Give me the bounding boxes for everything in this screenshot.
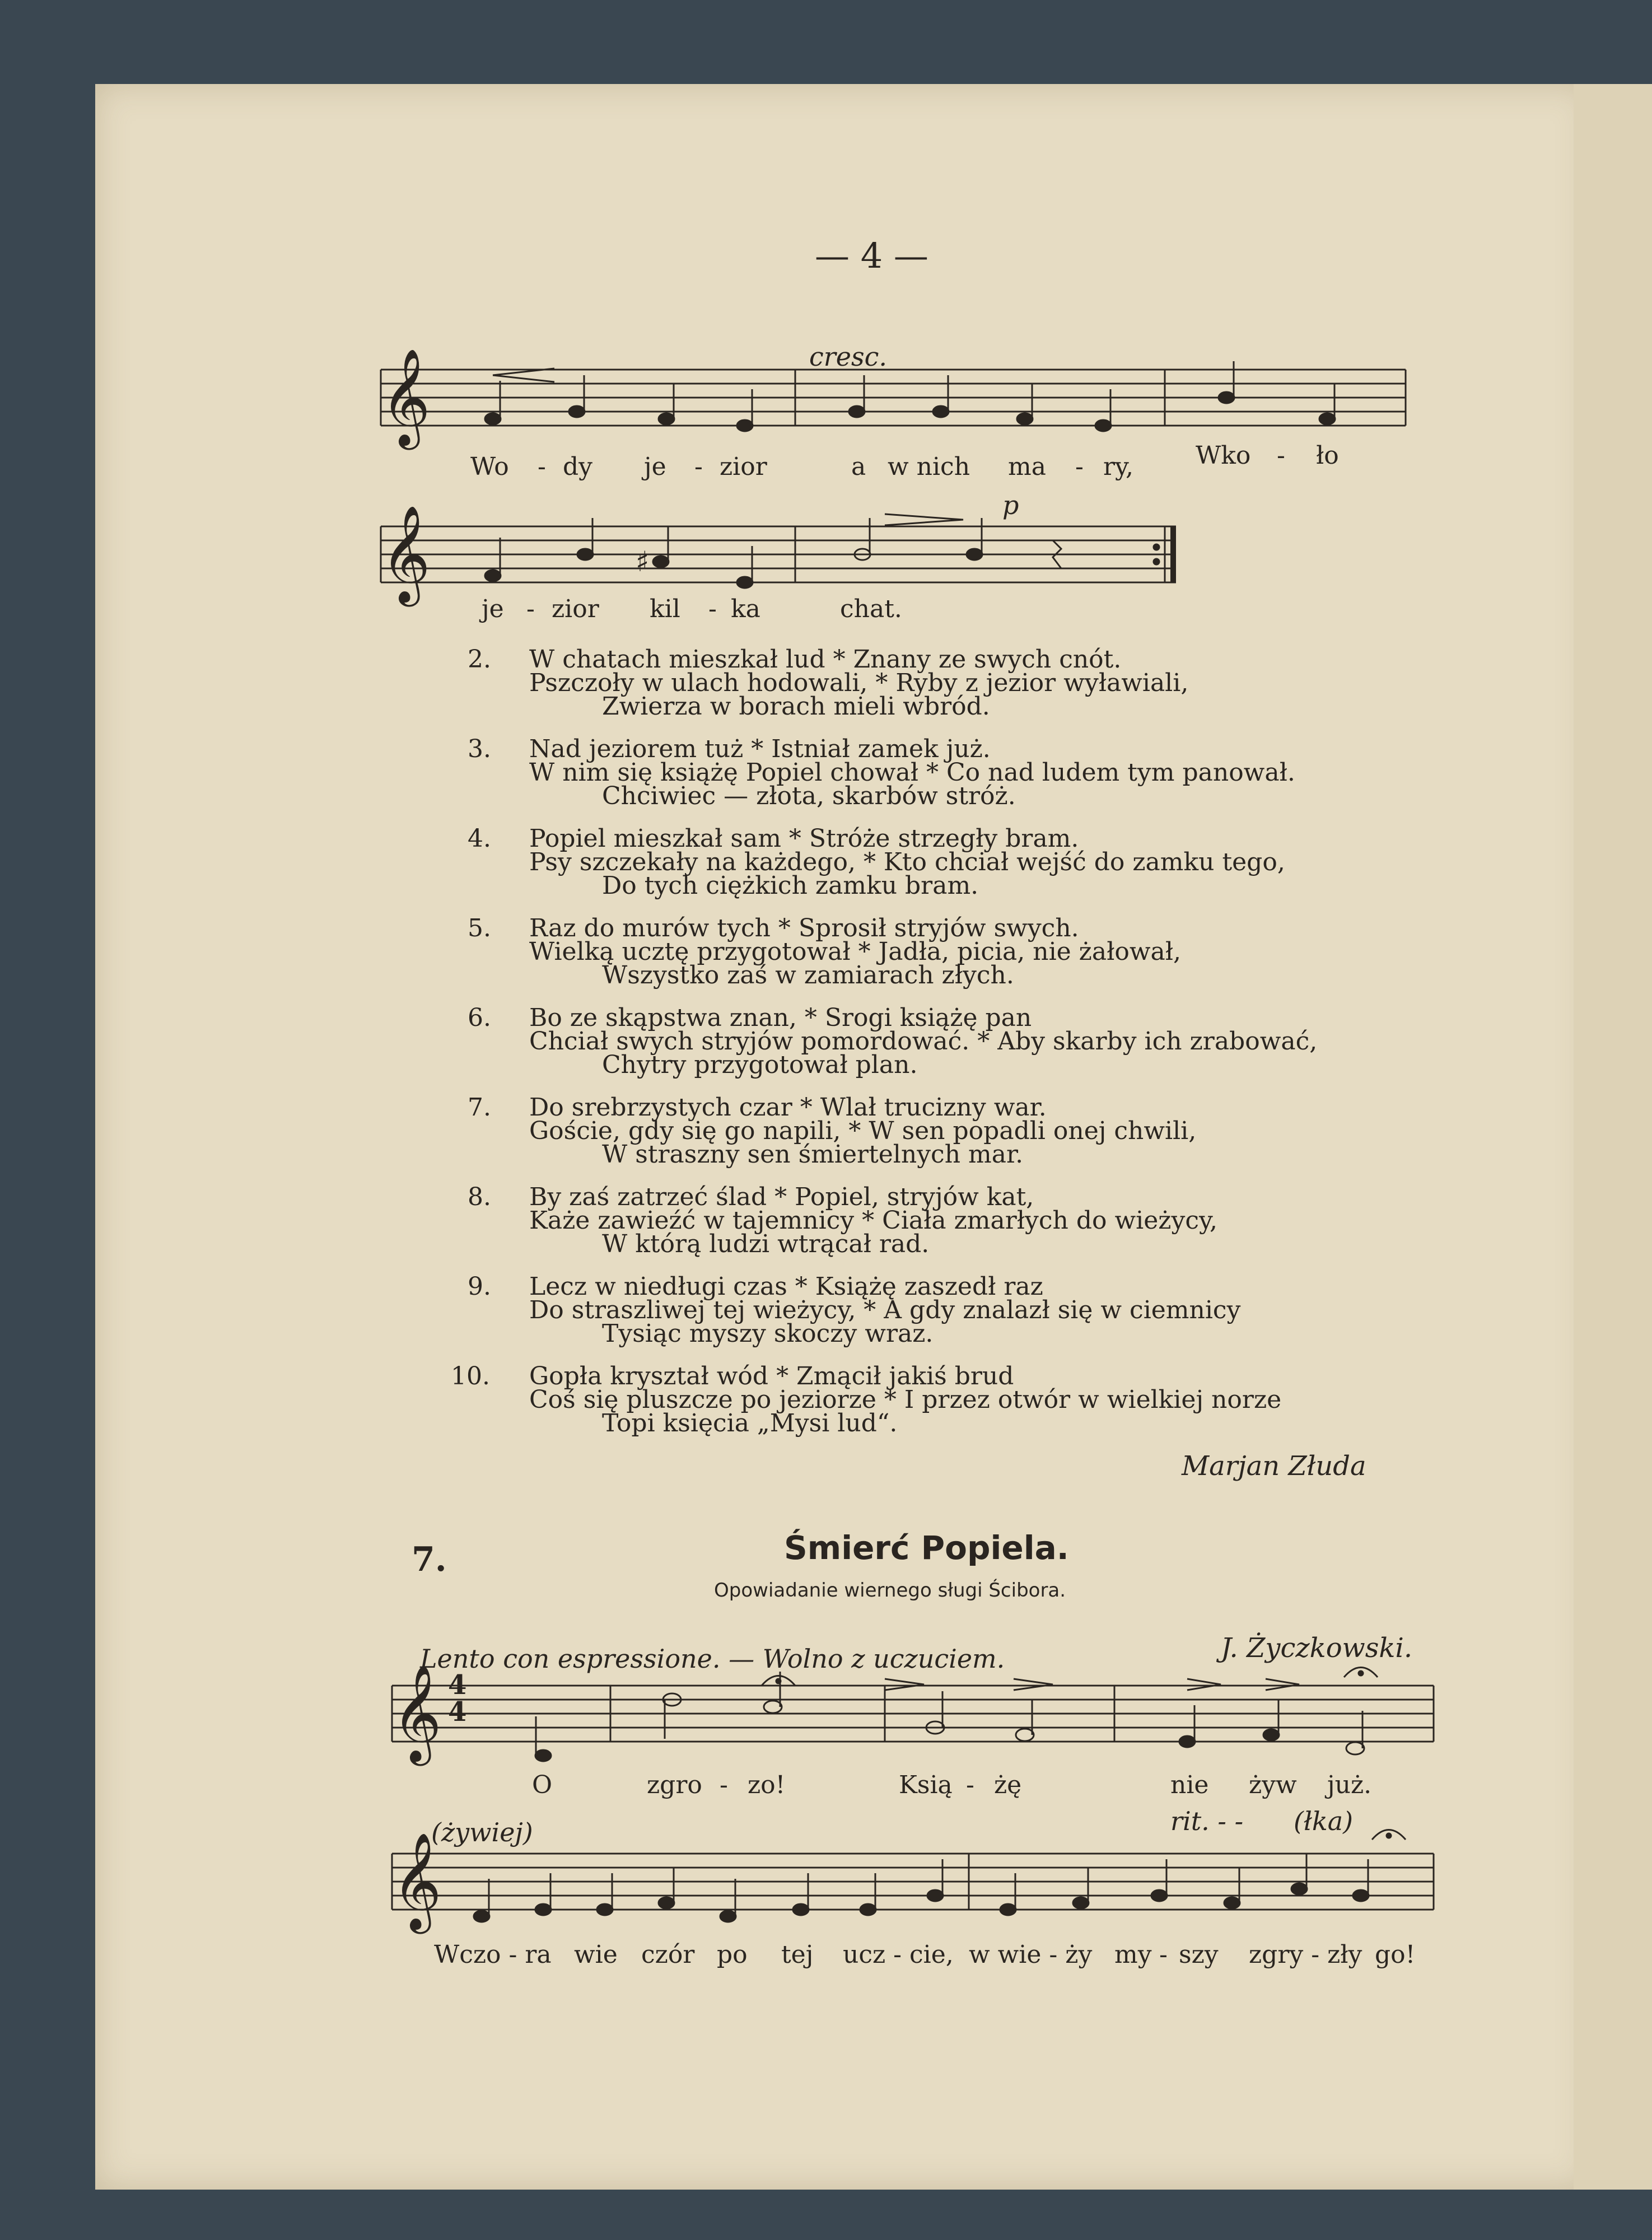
notes — [485, 361, 1335, 431]
verse-line: Do straszliwej tej wieżycy, * A gdy znalazł się w ciemnicy — [529, 1296, 1241, 1324]
verse-line: Tysiąc myszy skoczy wraz. — [602, 1319, 934, 1348]
verse-number: 10. — [451, 1362, 490, 1390]
song7-composer: J. Życzkowski. — [1221, 1632, 1413, 1664]
song7-subtitle: Opowiadanie wiernego sługi Ścibora. — [714, 1579, 1066, 1602]
verse-line: By zaś zatrzeć ślad * Popiel, stryjów kat, — [529, 1183, 1034, 1211]
verse-line: W którą ludzi wtrącał rad. — [602, 1230, 930, 1258]
svg-text:♯: ♯ — [636, 545, 650, 578]
verse-number: 2. — [468, 645, 491, 674]
verse-line: Popiel mieszkał sam * Stróże strzegły bram. — [529, 824, 1079, 853]
song7-title: Śmierć Popiela. — [784, 1529, 1069, 1567]
verse-line: Wielką ucztę przygotował * Jadła, picia, nie żałował, — [529, 937, 1182, 966]
song7-number: 7. — [412, 1540, 447, 1579]
svg-text:𝄞: 𝄞 — [392, 1664, 442, 1762]
rit-mark: rit. - - — [1170, 1806, 1244, 1836]
verse-number: 5. — [468, 914, 491, 942]
verse-number: 3. — [468, 735, 491, 763]
next-page-edge — [1574, 84, 1652, 2190]
verse-line: Do srebrzystych czar * Wlał trucizny war. — [529, 1093, 1047, 1122]
verse-line: Każe zawieźć w tajemnicy * Ciała zmarłych do wieżycy, — [529, 1206, 1217, 1235]
time-signature: 4 4 — [448, 1669, 467, 1728]
rit-end-mark: (łka) — [1294, 1806, 1354, 1836]
verse-line: Wszystko zaś w zamiarach złych. — [602, 961, 1014, 990]
verse-line: Chytry przygotował plan. — [602, 1051, 918, 1079]
verse-line: Gopła kryształ wód * Zmącił jakiś brud — [529, 1362, 1014, 1390]
svg-text:𝄞: 𝄞 — [381, 348, 431, 446]
song7-tempo: Lento con espressione. — Wolno z uczuciem. — [420, 1644, 1005, 1674]
crescendo-mark: cresc. — [809, 342, 887, 372]
song7-staff-1 — [392, 1664, 1445, 1786]
verse-number: 4. — [468, 824, 491, 853]
piano-mark: p — [1002, 490, 1019, 520]
verse-line: Coś się pluszcze po jeziorze * I przez otwór w wielkiej norze — [529, 1385, 1282, 1414]
verse-line: Chciwiec — złota, skarbów stróż. — [602, 782, 1016, 810]
verse-line: Pszczoły w ulach hodowali, * Ryby z jezior wyławiali, — [529, 669, 1189, 697]
verse-line: Psy szczekały na każdego, * Kto chciał wejść do zamku tego, — [529, 848, 1285, 876]
song6-author: Marjan Złuda — [1182, 1450, 1366, 1482]
verse-line: W straszny sen śmiertelnych mar. — [602, 1140, 1024, 1169]
verse-number: 6. — [468, 1004, 491, 1032]
verse-line: Goście, gdy się go napili, * W sen popadli onej chwili, — [529, 1117, 1197, 1145]
svg-text:𝄞: 𝄞 — [392, 1832, 442, 1930]
verse-line: W nim się książę Popiel chował * Co nad ludem tym panował. — [529, 758, 1295, 787]
verse-line: Zwierza w borach mieli wbród. — [602, 692, 990, 721]
verse-line: Bo ze skąpstwa znan, * Srogi książę pan — [529, 1004, 1032, 1032]
verse-number: 8. — [468, 1183, 491, 1211]
verse-line: Chciał swych stryjów pomordować. * Aby skarby ich zrabować, — [529, 1027, 1318, 1056]
zywiej-mark: (żywiej) — [431, 1817, 533, 1847]
verse-number: 7. — [468, 1093, 491, 1122]
page-number: — 4 — — [815, 235, 928, 276]
verse-line: Raz do murów tych * Sprosił stryjów swych. — [529, 914, 1079, 942]
verse-line: Nad jeziorem tuż * Istniał zamek już. — [529, 735, 991, 763]
verse-number: 9. — [468, 1272, 491, 1301]
svg-text:𝄞: 𝄞 — [381, 505, 431, 603]
verse-line: Topi księcia „Mysi lud“. — [602, 1409, 898, 1438]
verse-line: Lecz w niedługi czas * Książę zaszedł raz — [529, 1272, 1043, 1301]
verse-line: W chatach mieszkał lud * Znany ze swych cnót. — [529, 645, 1122, 674]
verse-line: Do tych ciężkich zamku bram. — [602, 871, 979, 900]
